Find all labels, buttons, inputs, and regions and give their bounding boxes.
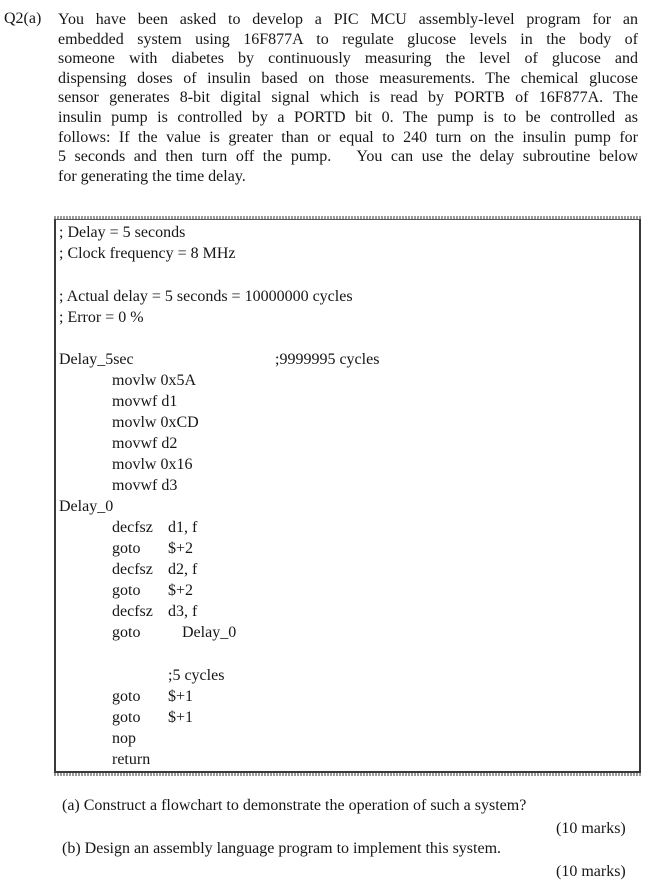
part-b-text: (b) Design an assembly language program to implement this system.: [62, 840, 502, 857]
code-loop-arg: $+2: [168, 582, 194, 599]
code-loop-arg: d3, f: [168, 603, 198, 620]
code-loop-arg: $+2: [168, 540, 194, 557]
label-delay-0: Delay_0: [59, 498, 114, 515]
question-line: embedded system using 16F877A to regulate glucose levels in the body of: [58, 30, 638, 48]
question-text: [58, 10, 638, 186]
comment-clock: ; Clock frequency = 8 MHz: [59, 245, 236, 262]
code-setup-line: movwf d2: [112, 435, 178, 452]
comment-delay: ; Delay = 5 seconds: [59, 224, 186, 241]
comment-5-cycles: ;5 cycles: [168, 667, 225, 684]
code-setup-line: movlw 0x5A: [112, 372, 196, 389]
code-tail-op: nop: [112, 730, 136, 747]
question-line: dispensing doses of insulin based on those measurements. The chemical glucose: [58, 69, 638, 87]
code-loop-arg: d1, f: [168, 519, 198, 536]
label-delay-5sec: Delay_5sec: [59, 351, 134, 368]
part-a-marks: (10 marks): [556, 820, 626, 837]
question-label: Q2(a): [4, 10, 42, 27]
question-line: sensor generates 8-bit digital signal which is read by PORTB of 16F877A. The: [58, 89, 638, 107]
code-setup-line: movwf d3: [112, 477, 178, 494]
code-loop-arg: Delay_0: [182, 624, 237, 641]
question-line: insulin pump is controlled by a PORTD bit 0. The pump is to be controlled as: [58, 108, 638, 126]
comment-actual-delay: ; Actual delay = 5 seconds = 10000000 cycles: [59, 288, 353, 305]
code-setup-line: movlw 0xCD: [112, 414, 199, 431]
code-loop-op: decfsz: [112, 603, 153, 620]
code-tail-op: goto: [112, 709, 141, 726]
question-line: 5 seconds and then turn off the pump. You can use the delay subroutine below: [58, 148, 638, 166]
code-loop-arg: d2, f: [168, 561, 198, 578]
comment-cycles: ;9999995 cycles: [275, 351, 380, 368]
code-loop-op: goto: [112, 540, 141, 557]
comment-error: ; Error = 0 %: [59, 309, 144, 326]
code-setup-line: movwf d1: [112, 393, 178, 410]
part-b-marks: (10 marks): [556, 863, 626, 880]
code-loop-op: goto: [112, 582, 141, 599]
code-loop-op: goto: [112, 624, 141, 641]
question-line: You have been asked to develop a PIC MCU assembly-level program for an: [58, 11, 638, 28]
code-tail-op: return: [112, 751, 151, 768]
code-setup-line: movlw 0x16: [112, 456, 193, 473]
code-tail-op: goto: [112, 688, 141, 705]
question-line: follows: If the value is greater than or equal to 240 turn on the insulin pump for: [58, 128, 638, 146]
code-tail-arg: $+1: [168, 709, 194, 726]
question-line: someone with diabetes by continuously measuring the level of glucose and: [58, 50, 638, 68]
code-tail-arg: $+1: [168, 688, 194, 705]
question-line: for generating the time delay.: [58, 167, 246, 185]
code-loop-op: decfsz: [112, 561, 153, 578]
code-loop-op: decfsz: [112, 519, 153, 536]
part-a-text: (a) Construct a flowchart to demonstrate the operation of such a system?: [62, 797, 527, 814]
code-listing-box: [54, 218, 641, 773]
